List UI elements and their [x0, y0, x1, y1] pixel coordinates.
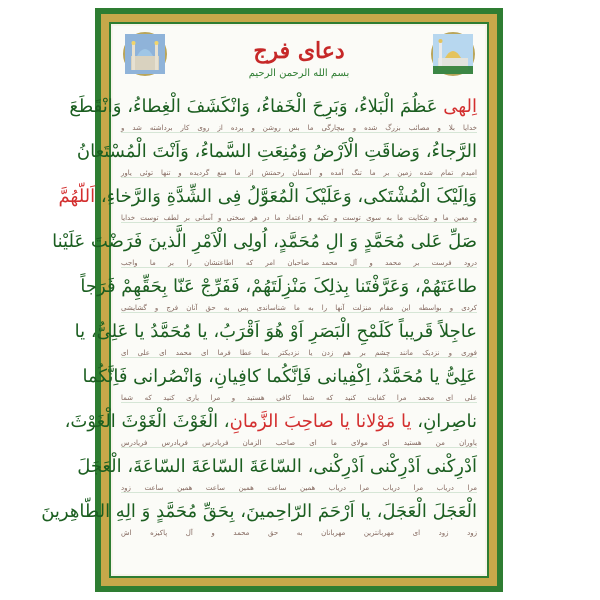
basmala-line: بسم الله الرحمن الرحیم — [248, 68, 350, 79]
arabic-text — [69, 90, 477, 123]
persian-translation: درود فرست بر محمد و آل محمد صاحبان امر که اطاعتشان را بر ما واجب — [121, 259, 477, 267]
arabic-text — [52, 225, 477, 258]
arabic-fragment: الْعَجَلَ الْعَجَلَ، یا اَرْحَمَ الرّاحِمینَ، بِحَقِّ مُحَمَّدٍ وَ الِهِ الطّاهِرینَ — [41, 501, 477, 522]
persian-translation: کردی و بواسطه این مقام منزلت آنها را به ما شناساندی پس به حق آنان فرج و گشایشی — [121, 304, 477, 312]
arabic-fragment: ، الْغَوْثَ الْغَوْثَ الْغَوْثَ، — [64, 411, 230, 432]
page-title: دعای فرج — [253, 38, 345, 64]
prayer-line-5 — [80, 270, 477, 315]
arabic-text — [82, 360, 477, 393]
arabic-text — [58, 180, 477, 213]
arabic-fragment: عاجِلاً قَریباً کَلَمْحِ الْبَصَرِ اَوْ هُوَ اَقْرَبُ، یا مُحَمَّدُ یا عَلِیُّ، یا — [74, 321, 477, 342]
persian-translation: فوری و نزدیک مانند چشم بر هم زدن یا نزدیکتر بما عطا فرما ای محمد ای علی ای — [121, 349, 477, 357]
line-divider — [121, 132, 477, 133]
arabic-fragment: الرَّجاءُ، وَضاقَتِ الْاَرْضُ وَمُنِعَتِ السَّماءُ، وَاَنْتَ الْمُسْتَعانُ — [76, 141, 477, 162]
prayer-line-8 — [64, 405, 477, 450]
arabic-fragment: اِلهی — [443, 96, 477, 117]
arabic-fragment: طاعَتَهُمْ، وَعَرَّفْتَنا بِذلِکَ مَنْزِلَتَهُمْ، فَفَرِّجْ عَنّا بِحَقِّهِمْ فَرَجاً — [80, 276, 477, 297]
line-divider — [121, 222, 477, 223]
line-divider — [121, 402, 477, 403]
arabic-text — [77, 450, 477, 483]
prayer-line-7 — [82, 360, 477, 405]
arabic-text — [41, 495, 477, 528]
arabic-text — [80, 270, 477, 303]
persian-translation: و معین ما و شکایت ما به سوی توست و تکیه و اعتماد ما در هر سختی و آسانی بر لطف توست خدایا — [121, 214, 477, 222]
arabic-text — [76, 135, 477, 168]
prayer-lines — [41, 90, 477, 540]
arabic-fragment: وَاِلَیْکَ الْمُشْتَکی، وَعَلَیْکَ الْمُعَوَّلُ فِی الشِّدَّةِ وَالرَّخاءِ، — [95, 186, 477, 207]
arabic-fragment: اَدْرِکْنی اَدْرِکْنی اَدْرِکْنی، السّاعَةَ السّاعَةَ السّاعَةَ، الْعَجَلَ — [77, 456, 477, 477]
arabic-text — [64, 405, 477, 438]
persian-translation: علی ای محمد مرا کفایت کنید که شما کافی هستید و مرا یاری کنید که شما — [121, 394, 477, 402]
arabic-text — [74, 315, 477, 348]
persian-translation: امیدم تمام شده زمین بر ما تنگ آمده و آسمان رحمتش از ما منع گردیده و تنها توئی یاور — [121, 169, 477, 177]
prayer-line-10 — [41, 495, 477, 540]
persian-translation: خدایا بلا و مصائب بزرگ شده و بیچارگی ما بس روشن و پرده از روی کار برداشته شد و — [121, 124, 477, 132]
prayer-line-4 — [52, 225, 477, 270]
line-divider — [121, 447, 477, 448]
prayer-line-6 — [74, 315, 477, 360]
persian-translation: مرا دریاب مرا دریاب مرا دریاب همین ساعت همین ساعت همین ساعت زود — [121, 484, 477, 492]
line-divider — [121, 312, 477, 313]
prayer-content — [41, 26, 485, 574]
arabic-fragment: اَللّهُمَّ — [58, 186, 96, 207]
prayer-line-9 — [77, 450, 477, 495]
arabic-fragment: ناصِرانِ، — [411, 411, 477, 432]
line-divider — [121, 492, 477, 493]
persian-translation: زود زود ای مهربانترین مهربانان به حق محمد و آل پاکیزه اش — [121, 529, 477, 537]
arabic-fragment: صَلِّ عَلی مُحَمَّدٍ وَ الِ مُحَمَّدٍ، اُولِی الْاَمْرِ الَّذینَ فَرَضْتَ عَلَیْنا — [52, 231, 477, 252]
arabic-fragment: یا مَوْلانا یا صاحِبَ الزَّمانِ — [229, 411, 412, 432]
arabic-fragment: عَلِیُّ یا مُحَمَّدُ، اِکْفِیانی فَاِنَّکُما کافِیانِ، وَانْصُرانی فَاِنَّکُما — [82, 366, 477, 387]
line-divider — [121, 267, 477, 268]
prayer-line-2 — [76, 135, 477, 180]
prayer-line-1 — [69, 90, 477, 135]
line-divider — [121, 357, 477, 358]
header — [113, 26, 485, 90]
persian-translation: یاوران من هستید ای مولای ما ای صاحب الزمان فریادرس فریادرس فریادرس — [121, 439, 477, 447]
arabic-fragment: عَظُمَ الْبَلاءُ، وَبَرِحَ الْخَفاءُ، وَانْکَشَفَ الْغِطاءُ، وَانْقَطَعَ — [69, 96, 444, 117]
prayer-poster — [41, 8, 503, 592]
line-divider — [121, 177, 477, 178]
prayer-line-3 — [58, 180, 477, 225]
